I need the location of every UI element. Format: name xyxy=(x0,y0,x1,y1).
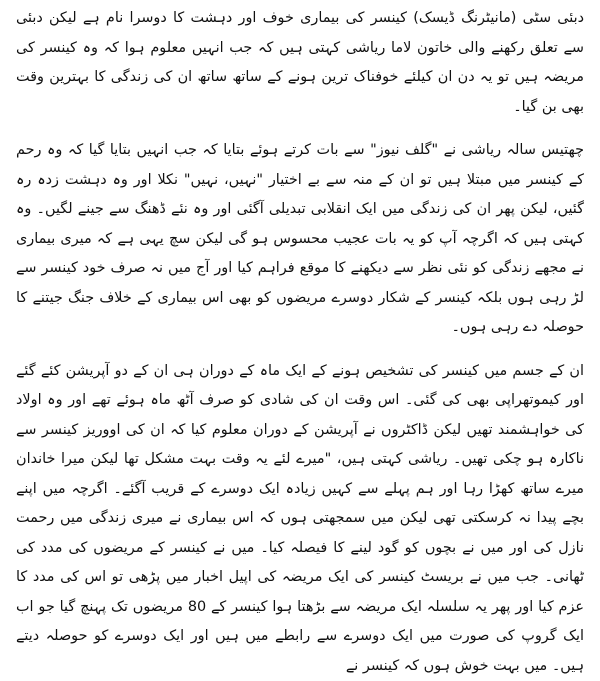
article-paragraph-2: چھتیس سالہ ریاشی نے "گلف نیوز" سے بات کرتے ہوئے بتایا کہ جب انہیں بتایا گیا کہ وہ رحم کے کینسر میں مبتلا ہیں تو ان کے منہ سے بے اختیار "نہیں، نہیں" نکلا اور وہ دہشت زدہ رہ گئیں، لیکن پھر ان کی زندگی میں ایک انقلابی تبدیلی آگئی اور وہ نئے ڈھنگ سے جینے لگیں۔ وہ کہتی ہیں کہ اگرچہ آپ کو یہ بات عجیب محسوس ہو گی لیکن سچ یہی ہے کہ میری بیماری نے مجھے زندگی کو نئی نظر سے دیکھنے کا موقع فراہم کیا اور آج میں نہ صرف خود کینسر سے لڑ رہی ہوں بلکہ کینسر کے شکار دوسرے مریضوں کو بھی اس بیماری کے خلاف جنگ جیتنے کا حوصلہ دے رہی ہوں۔ xyxy=(16,136,584,343)
article-paragraph-1: دبئی سٹی (مانیٹرنگ ڈیسک) کینسر کی بیماری خوف اور دہشت کا دوسرا نام ہے لیکن دبئی سے تعلق رکھنے والی خاتون لاما ریاشی کہتی ہیں کہ جب انہیں معلوم ہوا کہ وہ کینسر کی مریضہ ہیں تو یہ دن ان کیلئے خوفناک ترین ہونے کے ساتھ ساتھ ان کی زندگی کا بہترین وقت بھی بن گیا۔ xyxy=(16,4,584,122)
article-paragraph-3: ان کے جسم میں کینسر کی تشخیص ہونے کے ایک ماہ کے دوران ہی ان کے دو آپریشن کئے گئے اور کیموتھراپی بھی کی گئی۔ اس وقت ان کی شادی کو صرف آٹھ ماہ ہوئے تھے اور وہ اولاد کی خواہشمند تھیں لیکن ڈاکٹروں نے آپریشن کے دوران معلوم کیا کہ ان کی اووریز کینسر سے ناکارہ ہو چکی تھیں۔ ریاشی کہتی ہیں، "میرے لئے یہ وقت بہت مشکل تھا لیکن میرا خاندان میرے ساتھ کھڑا رہا اور ہم پہلے سے کہیں زیادہ ایک دوسرے کے قریب آگئے۔ اگرچہ میں اپنے بچے پیدا نہ کرسکتی تھی لیکن میں سمجھتی ہوں کہ اس بیماری نے میری زندگی میں رحمت نازل کی اور میں نے بچوں کو گود لینے کا فیصلہ کیا۔ میں نے کینسر کے مریضوں کی مدد کی ٹھانی۔ جب میں نے بریسٹ کینسر کی ایک مریضہ کی اپیل اخبار میں پڑھی تو اس کی مدد کا عزم کیا اور پھر یہ سلسلہ ایک مریضہ سے بڑھتا ہوا کینسر کے 80 مریضوں تک پہنچ گیا جو اب ایک گروپ کی صورت میں ایک دوسرے سے رابطے میں ہیں اور ایک دوسرے کو حوصلہ دیتے ہیں۔ میں بہت خوش ہوں کہ کینسر نے xyxy=(16,357,584,681)
